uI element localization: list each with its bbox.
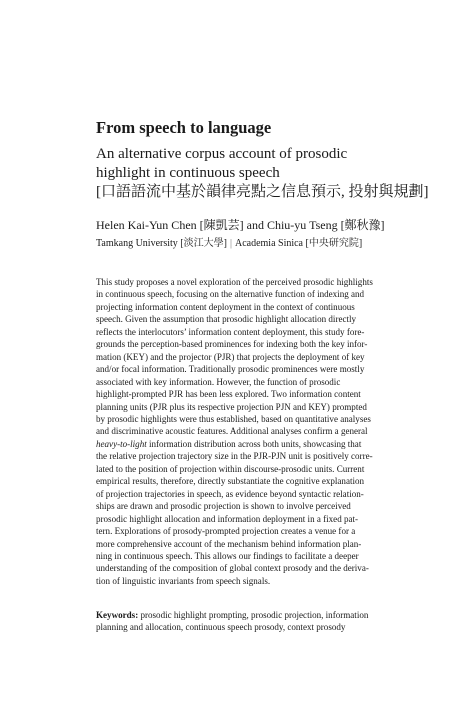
author-names: Helen Kai-Yun Chen [陳凱芸] and Chiu-yu Tseng [鄭秋豫]	[96, 218, 385, 232]
abstract-emphasis: heavy-to-light	[96, 438, 147, 449]
abstract-line: of projection trajectories in speech, as evidence beyond syntactic relation-	[96, 488, 364, 499]
subtitle-line: highlight in continuous speech	[96, 165, 280, 181]
abstract-line: mation (KEY) and the projector (PJR) that projects the deployment of key	[96, 351, 365, 362]
subtitle-line: An alternative corpus account of prosodic	[96, 146, 348, 162]
abstract-line: understanding of the composition of global context prosody and the deriva-	[96, 563, 369, 574]
keywords-text: prosodic highlight prompting, prosodic projection, information	[138, 610, 369, 620]
affiliations	[96, 234, 362, 249]
abstract-line	[96, 438, 386, 450]
abstract-line: ning in continuous speech. This allows our findings to facilitate a deeper	[96, 550, 359, 561]
abstract-line: associated with key information. However, the function of prosodic	[96, 376, 341, 387]
keywords-label: Keywords:	[96, 610, 139, 620]
keywords-line	[96, 609, 386, 621]
abstract-line: This study proposes a novel exploration of the perceived prosodic highlights	[96, 277, 373, 287]
subtitle-line: [口語語流中基於韻律亮點之信息預示, 投射與規劃]	[96, 184, 429, 200]
abstract-line: empirical results, therefore, directly substantiate the cognitive explanation	[96, 476, 365, 487]
abstract-line: the relative projection trajectory size in the PJR-PJN unit is positively corre-	[96, 451, 373, 462]
chapter-title: From speech to language	[96, 118, 272, 137]
abstract-line: ships are drawn and prosodic projection is shown to involve perceived	[96, 501, 351, 512]
abstract-line: projecting information content deployment in the context of continuous	[96, 301, 355, 312]
abstract-line: speech. Given the assumption that prosodic highlight allocation directly	[96, 314, 357, 325]
affiliation-tamkang: Tamkang University [淡江大學]	[96, 238, 227, 249]
chapter-subtitle	[96, 145, 429, 202]
abstract-line: and/or focal information. Traditionally prosodic prominences were mostly	[96, 364, 365, 375]
abstract	[96, 276, 386, 587]
affiliation-separator: |	[229, 238, 232, 249]
affiliation-sinica: Academia Sinica [中央研究院]	[234, 238, 363, 249]
abstract-line: reflects the interlocutors’ information content deployment, this study fore-	[96, 326, 365, 337]
abstract-line: lated to the position of projection within discourse-prosodic units. Current	[96, 463, 365, 474]
abstract-line: by prosodic highlights were thus established, based on quantitative analyses	[96, 413, 371, 424]
keywords-line: planning and allocation, continuous speech prosody, context prosody	[96, 622, 346, 633]
abstract-line: and discriminative acoustic features. Additional analyses confirm a general	[96, 426, 368, 437]
abstract-line: prosodic highlight allocation and information deployment in a fixed pat-	[96, 513, 359, 524]
abstract-line-rest: information distribution across both units, showcasing that	[146, 438, 362, 449]
abstract-line: planning units (PJR plus its respective projection PJN and KEY) prompted	[96, 401, 367, 412]
abstract-line: highlight-prompted PJR has been less explored. Two information content	[96, 389, 361, 400]
abstract-line: tern. Explorations of prosody-prompted projection creates a venue for a	[96, 526, 356, 537]
abstract-line: grounds the perception-based prominences for indexing both the key infor-	[96, 339, 368, 350]
abstract-line: in continuous speech, focusing on the alternative function of indexing and	[96, 289, 365, 300]
abstract-line: more comprehensive account of the mechanism behind information plan-	[96, 538, 362, 549]
keywords	[96, 609, 386, 634]
abstract-line: tion of linguistic invariants from speech signals.	[96, 575, 271, 586]
